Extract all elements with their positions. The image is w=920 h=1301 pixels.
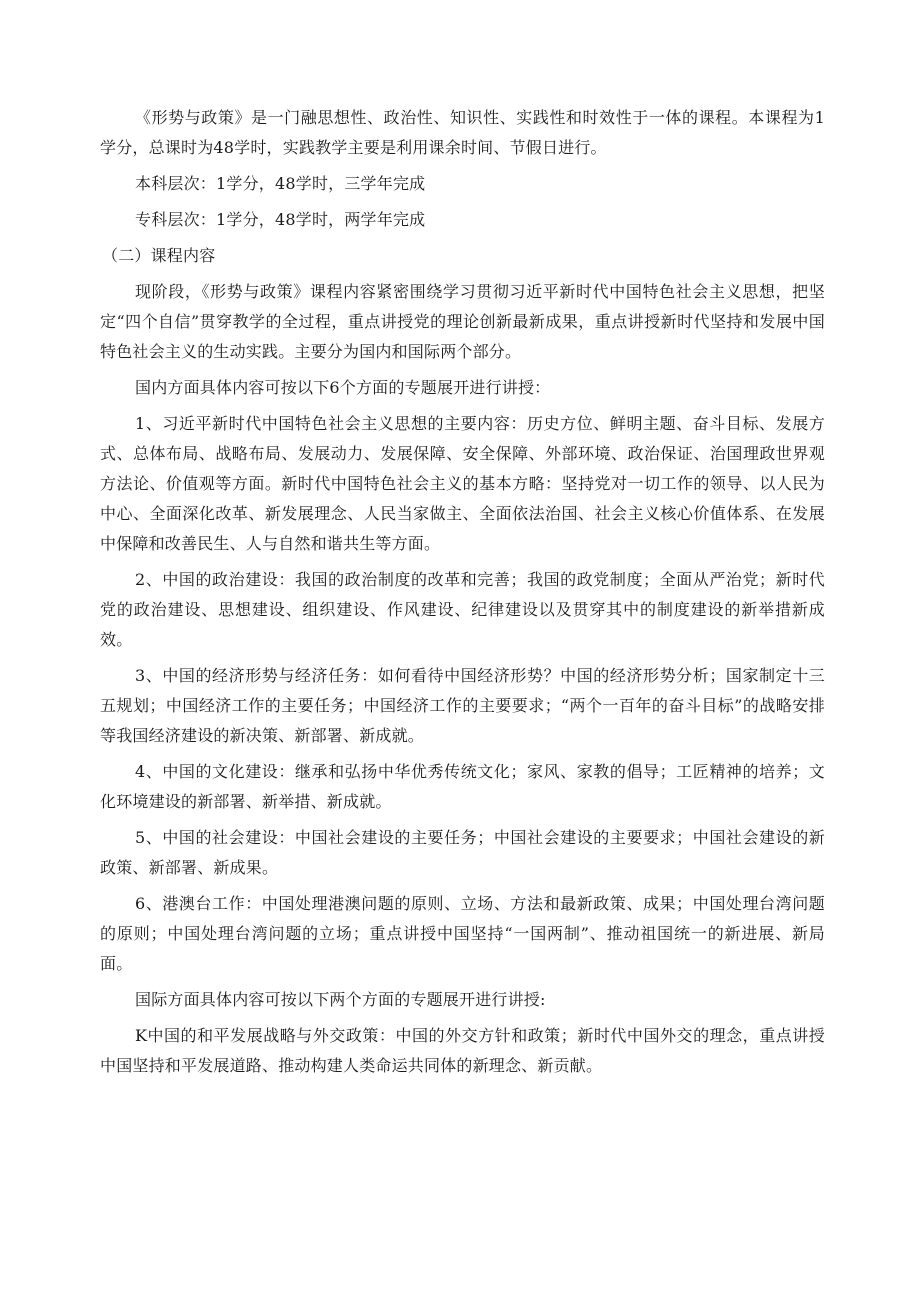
paragraph-domestic-intro: 国内方面具体内容可按以下6个方面的专题展开进行讲授：	[135, 378, 551, 397]
paragraph-intl-intro: 国际方面具体内容可按以下两个方面的专题展开进行讲授:	[135, 990, 546, 1009]
list-item-domestic-1: 1、习近平新时代中国特色社会主义思想的主要内容：历史方位、鲜明主题、奋斗目标、发展方式、总体布局、战略布局、发展动力、发展保障、安全保障、外部环境、政治保证、治国理政世界观方法论、价值观等方面。新时代中国特色社会主义的基本方略：坚持党对一切工作的领导、以人民为中心、全面深化改革、新发展理念、人民当家做主、全面依法治国、社会主义核心价值体系、在发展中保障和改善民生、人与自然和谐共生等方面。	[100, 414, 825, 553]
list-item-domestic-6: 6、港澳台工作：中国处理港澳问题的原则、立场、方法和最新政策、成果；中国处理台湾问题的原则；中国处理台湾问题的立场；重点讲授中国坚持“一国两制”、推动祖国统一的新进展、新局面。	[100, 894, 825, 973]
paragraph-college-level: 专科层次：1学分，48学时，两学年完成	[135, 210, 426, 229]
list-item-domestic-3: 3、中国的经济形势与经济任务：如何看待中国经济形势？中国的经济形势分析；国家制定十三五规划；中国经济工作的主要任务；中国经济工作的主要要求；“两个一百年的奋斗目标”的战略安排等我国经济建设的新决策、新部署、新成就。	[100, 666, 825, 745]
list-item-domestic-5: 5、中国的社会建设：中国社会建设的主要任务；中国社会建设的主要要求；中国社会建设的新政策、新部署、新成果。	[100, 828, 825, 877]
paragraph-undergrad-level: 本科层次：1学分，48学时，三学年完成	[135, 174, 426, 193]
list-item-domestic-2: 2、中国的政治建设：我国的政治制度的改革和完善；我国的政党制度；全面从严治党；新时代党的政治建设、思想建设、组织建设、作风建设、纪律建设以及贯穿其中的制度建设的新举措新成效。	[100, 570, 825, 649]
paragraph-current-stage: 现阶段，《形势与政策》课程内容紧密围绕学习贯彻习近平新时代中国特色社会主义思想，把坚定“四个自信”贯穿教学的全过程，重点讲授党的理论创新最新成果，重点讲授新时代坚持和发展中国特色社会主义的生动实践。主要分为国内和国际两个部分。	[100, 282, 825, 361]
document-page	[100, 103, 825, 1087]
list-item-intl-1: K中国的和平发展战略与外交政策：中国的外交方针和政策；新时代中国外交的理念，重点讲授中国坚持和平发展道路、推动构建人类命运共同体的新理念、新贡献。	[100, 1026, 825, 1075]
list-item-domestic-4: 4、中国的文化建设：继承和弘扬中华优秀传统文化；家风、家教的倡导；工匠精神的培养；文化环境建设的新部署、新举措、新成就。	[100, 762, 825, 811]
paragraph-course-intro: 《形势与政策》是一门融思想性、政治性、知识性、实践性和时效性于一体的课程。本课程为1学分，总课时为48学时，实践教学主要是利用课余时间、节假日进行。	[100, 108, 825, 157]
section-heading: （二）课程内容	[102, 246, 216, 265]
